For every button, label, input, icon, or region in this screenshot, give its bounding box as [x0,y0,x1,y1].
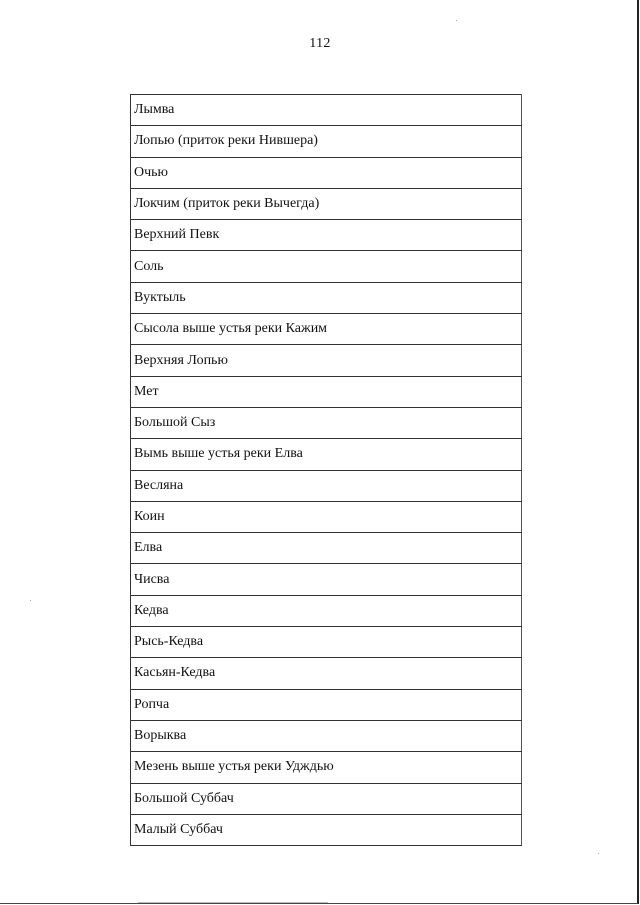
river-name-cell: Касьян-Кедва [131,658,522,689]
river-name-cell: Вуктыль [131,282,522,313]
scan-speck [456,20,457,21]
table-row [131,95,522,126]
table-row [131,501,522,532]
table-row [131,533,522,564]
table-row [131,407,522,438]
table-row [131,689,522,720]
river-name-cell: Очью [131,157,522,188]
table-row [131,251,522,282]
river-name-cell: Соль [131,251,522,282]
river-name-cell: Лымва [131,95,522,126]
table-row [131,752,522,783]
table-row [131,439,522,470]
river-name-cell: Большой Суббач [131,783,522,814]
river-name-cell: Весляна [131,470,522,501]
river-name-cell: Вымь выше устья реки Елва [131,439,522,470]
table-row [131,814,522,845]
river-name-cell: Ропча [131,689,522,720]
river-name-cell: Локчим (приток реки Вычегда) [131,188,522,219]
river-name-cell: Мет [131,376,522,407]
river-name-cell: Малый Суббач [131,814,522,845]
river-name-cell: Чисва [131,564,522,595]
table-row [131,282,522,313]
river-name-cell: Лопью (приток реки Нившера) [131,126,522,157]
river-name-cell: Коин [131,501,522,532]
table-row [131,627,522,658]
river-name-cell: Елва [131,533,522,564]
table-row [131,658,522,689]
table-row [131,220,522,251]
table-row [131,126,522,157]
river-name-cell: Большой Сыз [131,407,522,438]
river-name-cell: Кедва [131,595,522,626]
river-name-cell: Верхняя Лопью [131,345,522,376]
river-name-cell: Рысь-Кедва [131,627,522,658]
table-row [131,564,522,595]
table-row [131,720,522,751]
table-row [131,314,522,345]
table-row [131,470,522,501]
scan-edge-mark [138,902,328,903]
table-row [131,595,522,626]
scan-speck [30,600,31,601]
river-table [130,94,522,846]
river-name-cell: Мезень выше устья реки Удждью [131,752,522,783]
river-name-cell: Верхний Певк [131,220,522,251]
page-number: 112 [309,36,331,51]
table-row [131,345,522,376]
river-name-cell: Ворыква [131,720,522,751]
river-name-cell: Сысола выше устья реки Кажим [131,314,522,345]
scan-speck [598,853,599,854]
table-row [131,188,522,219]
table-row [131,783,522,814]
table-row [131,157,522,188]
table-row [131,376,522,407]
